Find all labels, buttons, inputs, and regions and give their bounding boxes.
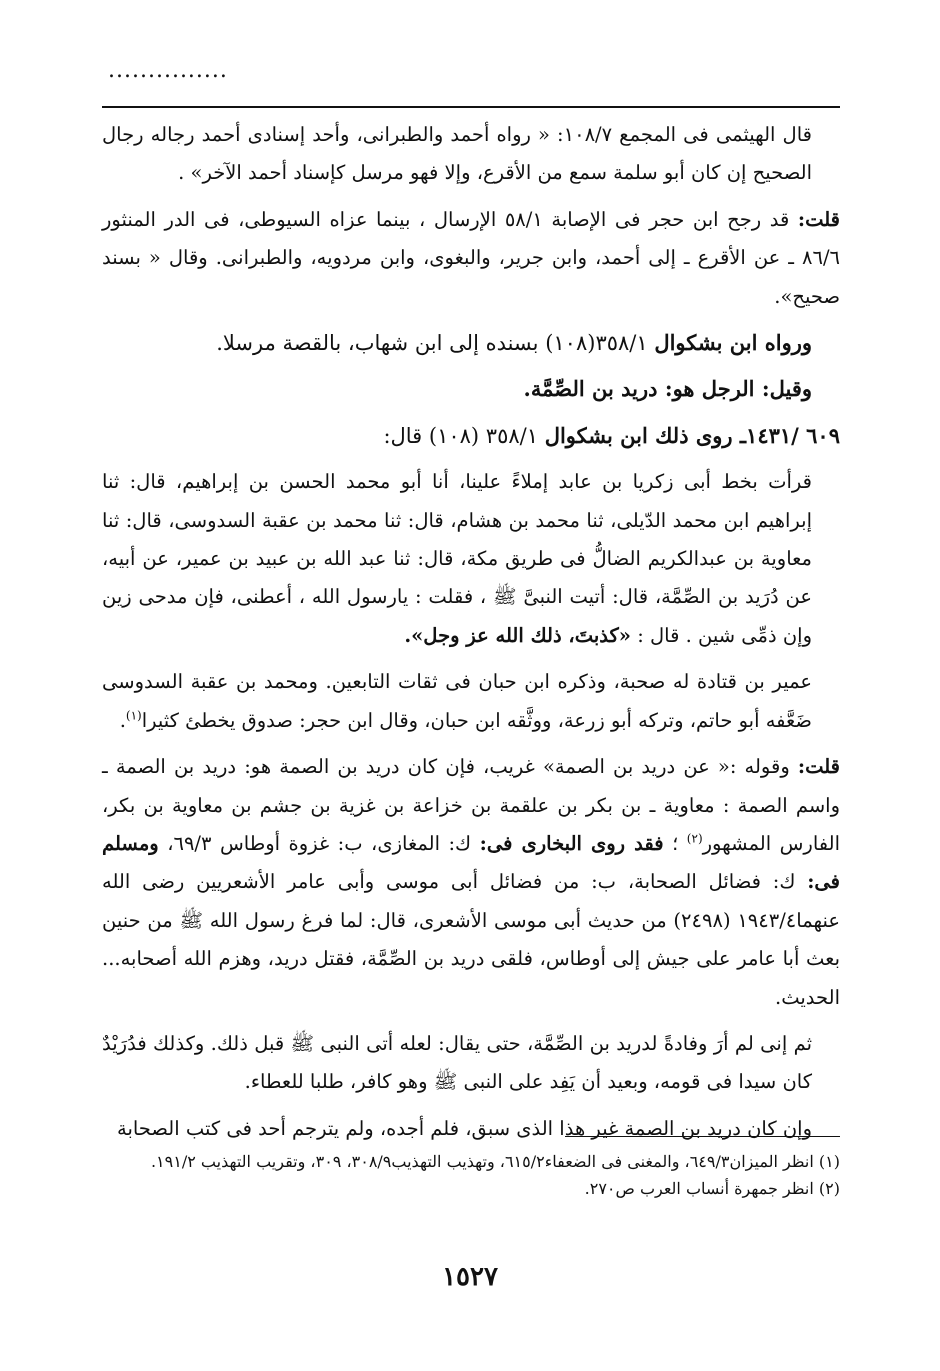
qultu-2-b: ؛ [663,831,687,855]
qultu-2-c: ك: المغازى، ب: غزوة أوطاس ٦٩/٣، [158,831,480,855]
hadith-heading [102,417,840,455]
footnote-rule [565,1136,840,1137]
page-number: ١٥٢٧ [442,1262,498,1292]
umair-end: . [119,708,126,732]
paragraph-umair [102,663,840,740]
paragraph-isnad [102,463,840,655]
footnotes [102,1148,840,1202]
footnote-1: (١) انظر الميزان٦٤٩/٣، والمغنى فى الضعفاء٦١٥/٢، وتهذيب التهذيب٣٠٨/٩، ٣٠٩، وتقريب التهذيب ١٩١/٢. [150,1152,840,1171]
qultu-2-a: وقوله :« عن دريد بن الصمة» غريب، فإن كان دريد بن الصمة هو: دريد بن الصمة ـ واسم الصمة : معاوية ـ بن بكر بن علقمة بن خزاعة بن غزية بن جشم بن معاوية بن بكر، الفارس المشهور [102,755,841,855]
isnad-text: قرأت بخط أبى زكريا بن عابد إملاءً علينا، أنا أبو محمد الحسن بن إبراهيم، قال: ثنا إبراهيم ابن محمد الدّيلى، ثنا محمد بن هشام، قال: ثنا محمد بن عقبة السدوسى، قال: ثنا معاوية بن عبدالكريم الضالُّ فى طريق مكة، قال: ثنا عبد الله بن عبيد بن عمير، عن أبيه، عن دُرَيد بن الصِّمَّة، قال: أتيت النبىَّ ﷺ ، فقلت : يارسول الله ، أعطنى، فإن مدحى زين وإن ذمِّى شين . قال : [102,470,812,647]
qultu-2-d: ك: فضائل الصحابة، ب: من فضائل أبى موسى وأبى عامر الأشعريين رضى الله عنهما١٩٤٣/٤ (٢٤٩٨) من حديث أبى موسى الأشعرى، قال: لما فرغ رسول الله ﷺ من حنين بعث أبا عامر على جيش إلى أوطاس، فلقى دريد بن الصِّمَّة، فقتل دريد، وهزم الله أصحابه... الحديث. [102,870,840,1009]
bukhari-label: فقد روى البخارى فى: [479,831,664,855]
paragraph-qultu-1-text: قد رجح ابن حجر فى الإصابة ٥٨/١ الإرسال ، بينما عزاه السيوطى، فى الدر المنثور ٨٦/٦ ـ عن الأقرع ـ إلى أحمد، وابن جرير، والبغوى، وابن مردويه، والطبرانى. وقال « بسند صحيح». [102,207,840,308]
qultu-label: قلت: [797,207,840,231]
main-text [102,116,840,1156]
footnote-ref-1: (١) [125,708,142,723]
muslim-label: ومسلم فى: [102,831,840,894]
hadith-number: ٦٠٩ /١٤٣١ـ روى ذلك ابن بشكوال [544,422,840,448]
ibn-bashkuwal-label: ورواه ابن بشكوال [654,330,812,356]
umair-text: عمير بن قتادة له صحبة، وذكره ابن حبان فى ثقات التابعين. ومحمد بن عقبة السدوسى ضَعَّفه أبو حاتم، وتركه أبو زرعة، ووثَّقه ابن حبان، وقال ابن حجر: صدوق يخطئ كثيرا [102,670,812,732]
qultu-label-2: قلت: [797,755,840,779]
paragraph-qultu-2 [102,748,840,1017]
hadith-heading-text: ٣٥٨/١ (١٠٨) قال: [383,423,545,448]
paragraph-wifada: ثم إنى لم أرَ وفادةً لدريد بن الصِّمَّة، حتى يقال: لعله أتى النبى ﷺ قبل ذلك. وكذلك فدُرَيْدٌ كان سيدا فى قومه، وبعيد أن يَفِد على النبى ﷺ وهو كافر، طلبا للعطاء. [102,1031,812,1094]
header-rule [102,106,840,108]
footnote-2: (٢) انظر جمهرة أنساب العرب ص٢٧٠. [584,1179,840,1198]
paragraph-qultu-1 [102,201,840,316]
paragraph-qila: وقيل: الرجل هو: دريد بن الصِّمَّة. [523,376,812,402]
footnote-ref-2: (٢) [686,831,703,846]
paragraph-haythami: قال الهيثمى فى المجمع ١٠٨/٧: « رواه أحمد والطبرانى، وأحد إسنادى أحمد رجاله رجال الصحيح إن كان أبو سلمة سمع من الأقرع، وإلا فهو مرسل كإسناد أحمد الآخر» . [102,123,812,185]
paragraph-ibn-bashkuwal [102,324,840,362]
header-dots: ............... [108,58,228,83]
paragraph-last: وإن كان دريد بن الصمة غير هذا الذى سبق، فلم أجده، ولم يترجم أحد فى كتب الصحابة [116,1116,812,1140]
hadith-matn: «كذبتَ، ذلك الله عز وجل». [404,623,631,647]
paragraph-ibn-bashkuwal-text: ٣٥٨/١(١٠٨) بسنده إلى ابن شهاب، بالقصة مرسلا. [216,331,655,356]
